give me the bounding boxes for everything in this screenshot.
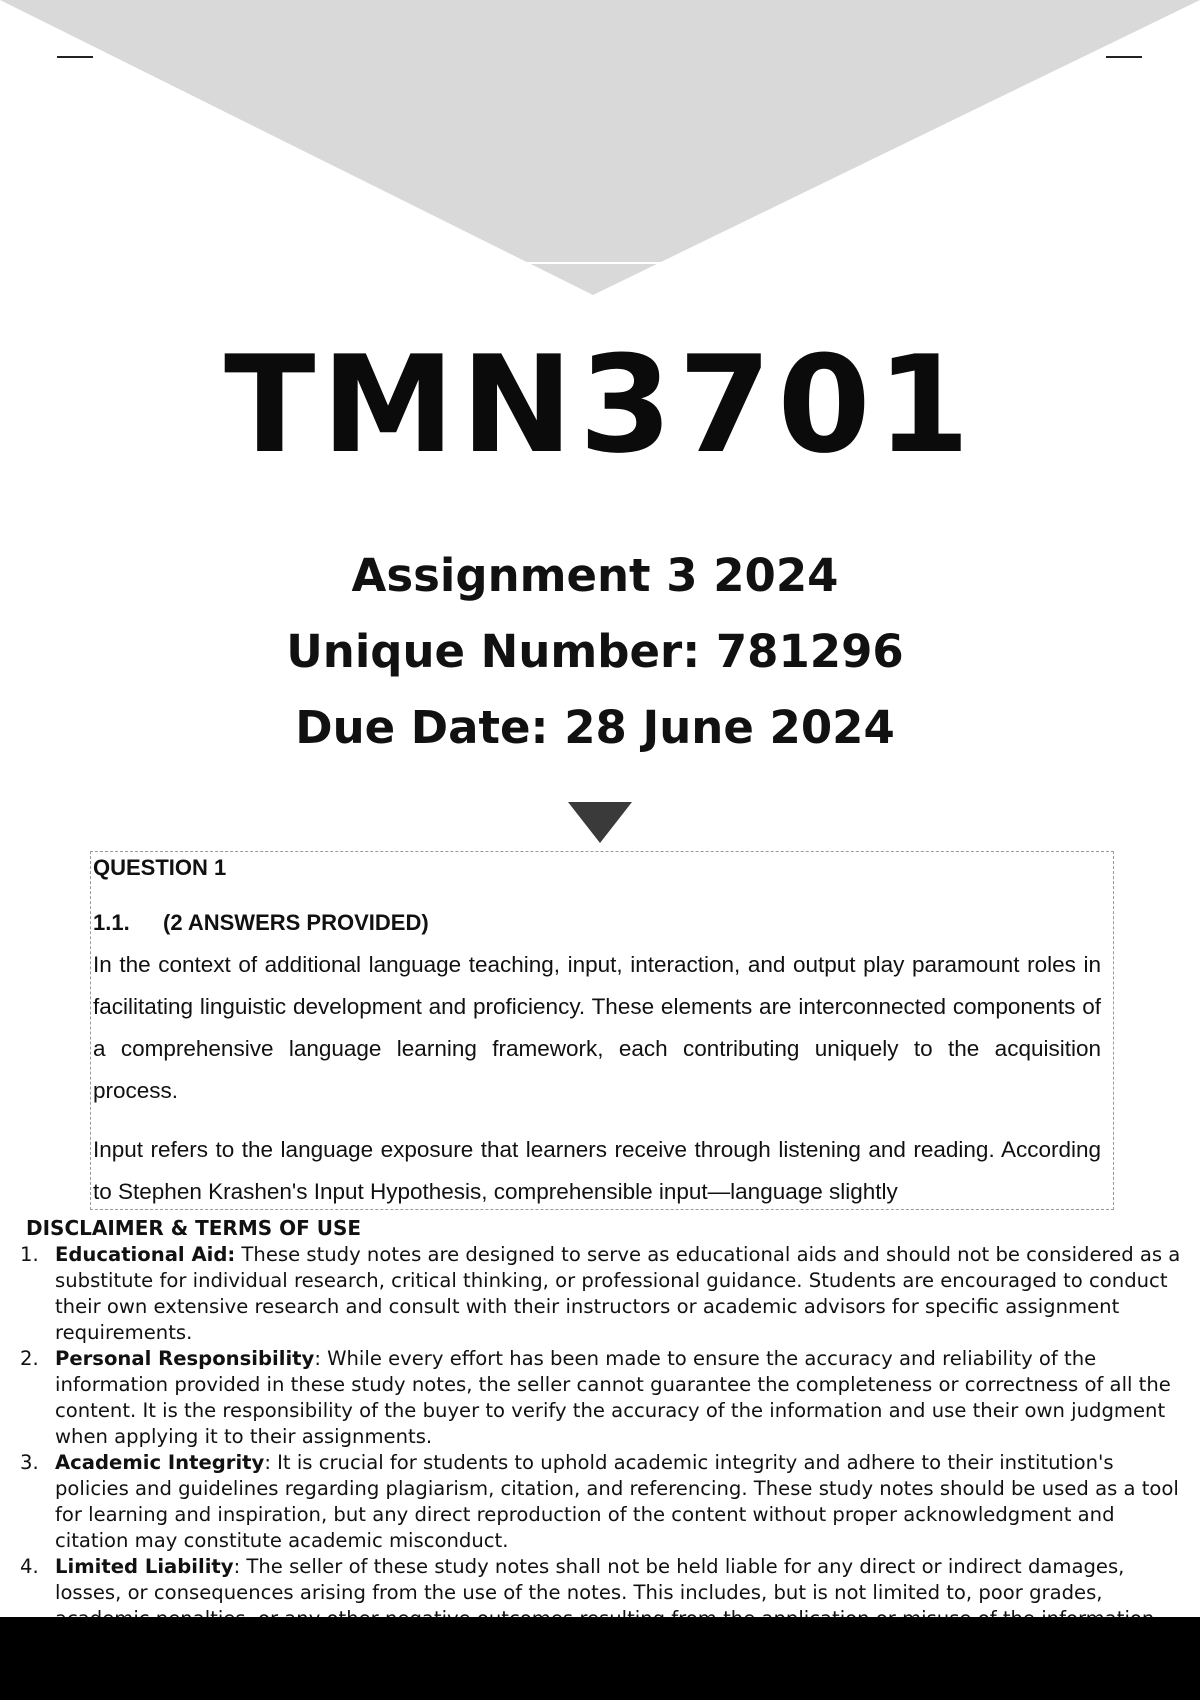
banner-chevron [0, 0, 1200, 295]
disclaimer-item-title: Academic Integrity [55, 1451, 265, 1474]
header-banner [0, 0, 1200, 300]
disclaimer-item-text: These study notes are designed to serve as educational aids and should not be considered as a substitute for individual research, critical thinking, or professional guidance. Students are encouraged to conduct their own extensive research and consult with their instructors or academic advisors for specific assignment requirements. [55, 1243, 1181, 1344]
disclaimer-item-number: 2. [20, 1347, 39, 1370]
assignment-title: Assignment 3 2024 [351, 549, 839, 602]
disclaimer-item [0, 1450, 1200, 1554]
disclaimer-list [0, 1242, 1200, 1632]
disclaimer-title: DISCLAIMER & TERMS OF USE [26, 1216, 362, 1240]
disclaimer-section [0, 1212, 1200, 1617]
answer-paragraph: Input refers to the language exposure that learners receive through listening and reading. According to Stephen Krashen's Input Hypothesis, comprehensible input—language slightly [93, 1137, 1101, 1204]
question-excerpt-box [90, 851, 1114, 1210]
answer-paragraph: In the context of additional language teaching, input, interaction, and output play paramount roles in facilitating linguistic development and proficiency. These elements are interconnected components of a comprehensive language learning framework, each contributing uniquely to the acquisition process. [93, 952, 1101, 1103]
corner-mark-right [1106, 56, 1142, 58]
disclaimer-item-text: : It is crucial for students to uphold academic integrity and adhere to their institution's policies and guidelines regarding plagiarism, citation, and referencing. These study notes should be used as a tool for learning and inspiration, but any direct reproduction of the content without proper acknowledgment and citation may constitute academic misconduct. [55, 1451, 1179, 1552]
disclaimer-item-title: Personal Responsibility [55, 1347, 315, 1370]
disclaimer-item-number: 3. [20, 1451, 39, 1474]
due-date: Due Date: 28 June 2024 [295, 701, 895, 754]
disclaimer-item-text: : While every effort has been made to ensure the accuracy and reliability of the information provided in these study notes, the seller cannot guarantee the completeness or correctness of all the content. It is the responsibility of the buyer to verify the accuracy of the information and use their own judgment when applying it to their assignments. [55, 1347, 1171, 1448]
disclaimer-item-title: Educational Aid: [55, 1243, 236, 1266]
question-heading: QUESTION 1 [93, 855, 227, 880]
disclaimer-item-number: 1. [20, 1243, 39, 1266]
disclaimer-item-text: : The seller of these study notes shall not be held liable for any direct or indirect damages, losses, or consequences arising from the use of the notes. This includes, but is not limited to, poor grades, [55, 1555, 1125, 1604]
course-code-title: TMN3701 [224, 327, 976, 483]
disclaimer-item [0, 1346, 1200, 1450]
disclaimer-item-number: 4. [20, 1555, 39, 1578]
disclaimer-item-title: Limited Liability [55, 1555, 234, 1578]
question-subheading [93, 910, 429, 936]
down-triangle-icon [568, 802, 632, 843]
unique-number: Unique Number: 781296 [286, 625, 904, 678]
subquestion-number: 1.1. [93, 910, 130, 935]
bottom-black-bar [0, 1617, 1200, 1700]
corner-mark-left [57, 56, 93, 58]
subquestion-label: (2 ANSWERS PROVIDED) [163, 910, 429, 935]
disclaimer-item [0, 1242, 1200, 1346]
